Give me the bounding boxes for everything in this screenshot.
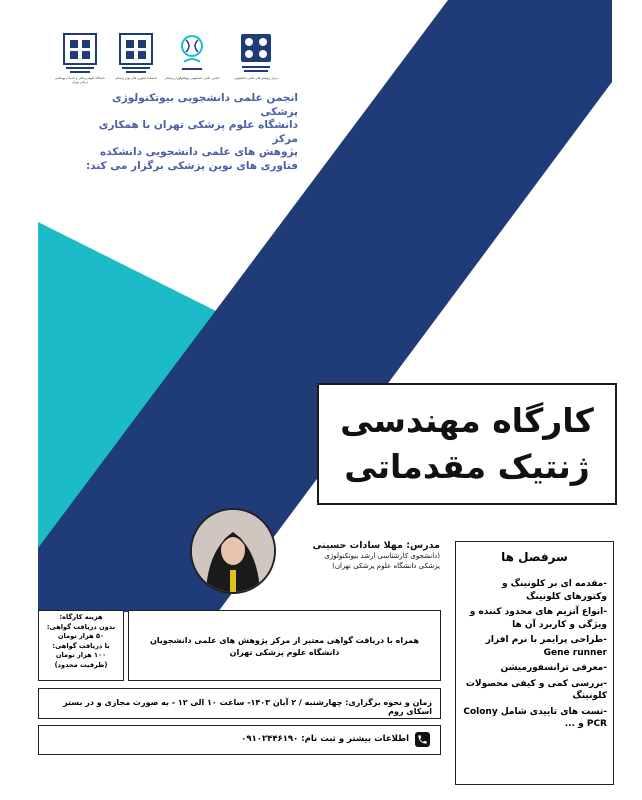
fee-line-5: (ظرفیت محدود) — [54, 660, 108, 669]
syllabus-item: -انواع آنزیم های محدود کننده و ویژگی و کاربرد آن ها — [469, 607, 607, 630]
contact-box[interactable] — [38, 725, 441, 755]
fee-line-1: بدون دریافت گواهی: — [46, 622, 116, 631]
university-emblem-icon — [62, 32, 98, 76]
syllabus-box — [455, 541, 614, 785]
phone-icon — [415, 732, 430, 747]
intro-line-3: پژوهش های علمی دانشجویی دانشکده — [99, 146, 298, 158]
logo-caption-1: دانشگاه علوم پزشکی و خدمات بهداشتی درمانی تهران — [54, 76, 106, 84]
syllabus-item: -معرفی ترانسفورمیشن — [500, 663, 607, 673]
syllabus-item: -تست های تاییدی شامل Colony PCR و ... — [463, 706, 607, 729]
instructor-desc-1: (دانشجوی کارشناسی ارشد بیوتکنولوژی — [324, 552, 440, 560]
title-line-1: کارگاه مهندسی — [340, 401, 594, 440]
fee-line-4: ۱۰۰ هزار تومان — [55, 651, 107, 659]
intro-line-4: فناوری های نوین پزشکی برگزار می کند: — [85, 159, 298, 172]
fee-line-3: با دریافت گواهی: — [52, 641, 110, 650]
instructor-name: مدرس: مهلا سادات حسینی — [312, 540, 440, 551]
workshop-title-box — [317, 383, 617, 505]
syllabus-item: -بررسی کمی و کیفی محصولات کلونینگ — [465, 678, 607, 701]
syllabus-title: سرفصل ها — [501, 550, 568, 564]
biotech-association-icon — [174, 32, 210, 76]
instructor-portrait-icon — [192, 510, 274, 592]
instructor-info — [280, 540, 440, 571]
contact-text: اطلاعات بیشتر و ثبت نام: ۰۹۱۰۲۴۴۶۱۹۰ — [241, 734, 409, 744]
faculty-emblem-icon — [118, 32, 154, 76]
schedule-box — [38, 688, 441, 719]
logo-caption-4: مرکز پژوهش های علمی دانشجویی — [234, 76, 278, 80]
logo-caption-2: دانشکده فناوری های نوین پزشکی — [114, 76, 158, 80]
certificate-text: همراه با دریافت گواهی معتبر از مرکز پژوهش های علمی دانشجویان دانشگاه علوم پزشکی تهران — [149, 636, 420, 657]
syllabus-item: -طراحی پرایمر با نرم افزار Gene runner — [485, 635, 607, 658]
syllabus-item: -مقدمه ای بر کلونینگ و وکتورهای کلونینگ — [502, 579, 607, 602]
fee-line-2: ۵۰ هزار تومان — [57, 632, 105, 640]
fee-title: هزینه کارگاه: — [59, 613, 103, 621]
intro-text — [78, 92, 298, 173]
certificate-box — [128, 610, 441, 681]
research-center-icon — [238, 32, 274, 76]
instructor-photo — [190, 508, 276, 594]
title-line-2: ژنتیک مقدماتی — [344, 447, 590, 486]
instructor-desc-2: پزشکی دانشگاه علوم پزشکی تهران) — [332, 562, 440, 570]
schedule-text: زمان و نحوه برگزاری: چهارشنبه / ۲ آبان ۱۴۰۳- ساعت ۱۰ الی ۱۲ - به صورت مجازی و در بستر اسکای روم — [63, 698, 432, 716]
fee-box — [38, 610, 124, 681]
intro-line-1: انجمن علمی دانشجویی بیوتکنولوژی پزشکی — [112, 92, 298, 118]
intro-line-2: دانشگاه علوم پزشکی تهران با همکاری مرکز — [98, 119, 298, 145]
logo-caption-3: انجمن علمی دانشجویی بیوتکنولوژی پزشکی — [164, 76, 220, 80]
